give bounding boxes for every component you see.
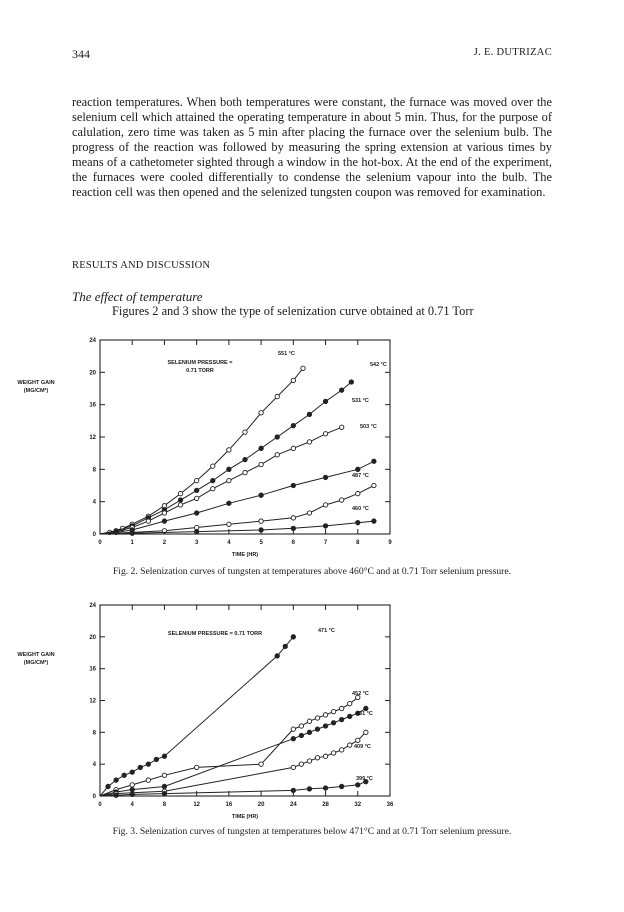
data-point (348, 743, 352, 747)
x-tick-label: 4 (227, 540, 231, 546)
data-point (291, 765, 295, 769)
data-point (307, 719, 311, 723)
data-point (178, 491, 182, 495)
series-line (100, 486, 374, 535)
data-point (356, 783, 360, 787)
y-axis-label: WEIGHT GAIN (17, 652, 55, 658)
x-tick-label: 16 (225, 802, 233, 808)
figure-3-caption: Fig. 3. Selenization curves of tungsten at temperatures below 471°C and at 0.71 Torr selenium pressure. (112, 826, 512, 837)
y-tick-label: 20 (89, 634, 96, 641)
data-point (323, 399, 327, 403)
data-point (130, 787, 134, 791)
data-point (162, 773, 166, 777)
data-point (146, 762, 150, 766)
data-point (162, 519, 166, 523)
x-tick-label: 3 (194, 540, 199, 546)
data-point (275, 654, 279, 658)
y-tick-label: 12 (89, 698, 96, 705)
data-point (211, 478, 215, 482)
series-label: 460 °C (352, 506, 369, 512)
data-point (291, 516, 295, 520)
y-tick-label: 4 (92, 499, 96, 506)
data-point (301, 366, 305, 370)
series-line (100, 427, 342, 534)
data-point (154, 757, 158, 761)
series-label: 487 °C (352, 473, 369, 479)
data-point (243, 457, 247, 461)
data-point (291, 788, 295, 792)
x-axis-label: TIME (HR) (231, 814, 259, 820)
data-point (194, 765, 198, 769)
data-point (372, 519, 376, 523)
x-tick-label: 5 (259, 540, 263, 546)
data-point (339, 498, 343, 502)
data-point (299, 724, 303, 728)
y-tick-label: 8 (92, 467, 96, 474)
data-point (291, 737, 295, 741)
data-point (323, 524, 327, 528)
y-axis-label: WEIGHT GAIN (17, 380, 55, 386)
data-point (323, 724, 327, 728)
data-point (178, 503, 182, 507)
data-point (323, 503, 327, 507)
y-tick-label: 24 (89, 338, 96, 344)
y-tick-label: 24 (89, 603, 96, 609)
y-tick-label: 8 (92, 730, 96, 737)
body-paragraph-1: reaction temperatures. When both temperatures were constant, the furnace was moved over the selenium cell which attained the operating temperature in about 5 min. Thus, for the purpose of calulation, zero time was taken as 5 min after placing the furnace over the selenium bulb. The progress of the reaction was followed by measuring the spring extension at various times by means of a cathetometer sighted through a window in the hot-box. At the end of the experiment, the furnaces were cooled differentially to condense the selenium vapour into the bulb. The reaction cell was then opened and the selenized tungsten coupon was removed for examination. (72, 95, 552, 199)
data-point (243, 430, 247, 434)
data-point (194, 496, 198, 500)
figure-2-chart (0, 330, 624, 570)
x-tick-label: 7 (323, 540, 328, 546)
data-point (307, 730, 311, 734)
data-point (339, 706, 343, 710)
data-point (211, 487, 215, 491)
body-paragraph-2: Figures 2 and 3 show the type of selenization curve obtained at 0.71 Torr (112, 304, 474, 318)
data-point (339, 748, 343, 752)
chart-annotation: SELENIUM PRESSURE = (167, 360, 233, 366)
plot-frame (100, 340, 390, 534)
data-point (299, 762, 303, 766)
data-point (114, 793, 118, 797)
data-point (356, 738, 360, 742)
data-point (307, 412, 311, 416)
data-point (291, 423, 295, 427)
data-point (259, 493, 263, 497)
series-line (100, 637, 293, 796)
data-point (291, 446, 295, 450)
data-point (227, 522, 231, 526)
y-axis-label: (MG/CM²) (23, 388, 49, 394)
data-point (291, 526, 295, 530)
data-point (307, 787, 311, 791)
data-point (323, 713, 327, 717)
data-point (194, 511, 198, 515)
x-tick-label: 0 (98, 802, 102, 808)
subsection-title: The effect of temperature (72, 289, 203, 304)
data-point (364, 730, 368, 734)
x-tick-label: 1 (130, 540, 134, 546)
series-label: 542 °C (370, 362, 387, 368)
x-tick-label: 12 (193, 802, 201, 808)
y-tick-label: 20 (89, 370, 96, 377)
data-point (243, 470, 247, 474)
data-point (307, 440, 311, 444)
series-label: 409 °C (354, 744, 371, 750)
data-point (146, 519, 150, 523)
data-point (146, 778, 150, 782)
data-point (291, 483, 295, 487)
y-tick-label: 0 (92, 532, 96, 538)
data-point (259, 762, 263, 766)
x-tick-label: 20 (257, 802, 265, 808)
data-point (323, 432, 327, 436)
data-point (211, 464, 215, 468)
data-point (315, 756, 319, 760)
data-point (372, 483, 376, 487)
data-point (291, 378, 295, 382)
y-tick-label: 16 (89, 402, 96, 409)
x-tick-label: 8 (162, 802, 167, 808)
series-line (100, 368, 303, 534)
series-label: 503 °C (360, 424, 377, 430)
y-axis-label: (MG/CM²) (23, 660, 49, 666)
x-axis-label: TIME (HR) (231, 552, 259, 558)
x-tick-label: 32 (354, 802, 362, 808)
data-point (194, 478, 198, 482)
x-tick-label: 0 (98, 540, 102, 546)
data-point (348, 701, 352, 705)
data-point (356, 467, 360, 471)
data-point (339, 388, 343, 392)
data-point (323, 754, 327, 758)
data-point (227, 448, 231, 452)
data-point (331, 751, 335, 755)
data-point (356, 491, 360, 495)
series-label: 431 °C (356, 711, 373, 717)
y-tick-label: 0 (92, 794, 96, 800)
data-point (275, 453, 279, 457)
figure-3-chart (0, 596, 624, 826)
data-point (162, 511, 166, 515)
data-point (315, 716, 319, 720)
data-point (275, 435, 279, 439)
chart-annotation: 0.71 TORR (186, 368, 214, 374)
data-point (315, 727, 319, 731)
series-label: 531 °C (352, 398, 369, 404)
data-point (194, 488, 198, 492)
data-point (348, 714, 352, 718)
data-point (364, 706, 368, 710)
x-tick-label: 28 (322, 802, 329, 808)
data-point (130, 531, 134, 535)
data-point (138, 765, 142, 769)
y-tick-label: 16 (89, 666, 96, 673)
data-point (106, 784, 110, 788)
data-point (299, 733, 303, 737)
data-point (114, 778, 118, 782)
data-point (259, 528, 263, 532)
x-tick-label: 36 (386, 802, 394, 808)
data-point (331, 721, 335, 725)
x-tick-label: 8 (356, 540, 360, 546)
data-point (178, 498, 182, 502)
data-point (283, 644, 287, 648)
page-number: 344 (72, 47, 90, 61)
data-point (339, 784, 343, 788)
series-label: 452 °C (352, 691, 369, 697)
x-tick-label: 4 (130, 802, 134, 808)
data-point (372, 459, 376, 463)
data-point (227, 501, 231, 505)
data-point (259, 519, 263, 523)
data-point (331, 709, 335, 713)
x-tick-label: 6 (291, 540, 296, 546)
data-point (356, 520, 360, 524)
data-point (307, 511, 311, 515)
data-point (323, 475, 327, 479)
data-point (275, 394, 279, 398)
data-point (259, 462, 263, 466)
data-point (122, 773, 126, 777)
data-point (291, 635, 295, 639)
running-author: J. E. DUTRIZAC (473, 47, 552, 58)
chart-annotation: SELENIUM PRESSURE = 0.71 TORR (167, 631, 263, 637)
series-label: 399 °C (356, 776, 373, 782)
data-point (227, 478, 231, 482)
data-point (162, 791, 166, 795)
data-point (194, 529, 198, 533)
x-tick-label: 9 (388, 540, 392, 546)
y-tick-label: 12 (89, 435, 96, 441)
section-title: RESULTS AND DISCUSSION (72, 260, 211, 271)
data-point (349, 380, 353, 384)
data-point (339, 425, 343, 429)
data-point (130, 783, 134, 787)
series-label: 551 °C (278, 351, 295, 357)
x-tick-label: 2 (162, 540, 167, 546)
data-point (339, 717, 343, 721)
series-line (100, 697, 358, 796)
data-point (259, 411, 263, 415)
y-tick-label: 4 (92, 762, 96, 769)
data-point (291, 727, 295, 731)
data-point (130, 792, 134, 796)
figure-2-caption: Fig. 2. Selenization curves of tungsten at temperatures above 460°C and at 0.71 Torr selenium pressure. (112, 566, 512, 577)
data-point (227, 467, 231, 471)
data-point (259, 446, 263, 450)
x-tick-label: 24 (289, 802, 297, 808)
series-label: 471 °C (318, 628, 335, 634)
data-point (162, 754, 166, 758)
data-point (162, 784, 166, 788)
data-point (323, 786, 327, 790)
data-point (307, 759, 311, 763)
data-point (130, 770, 134, 774)
